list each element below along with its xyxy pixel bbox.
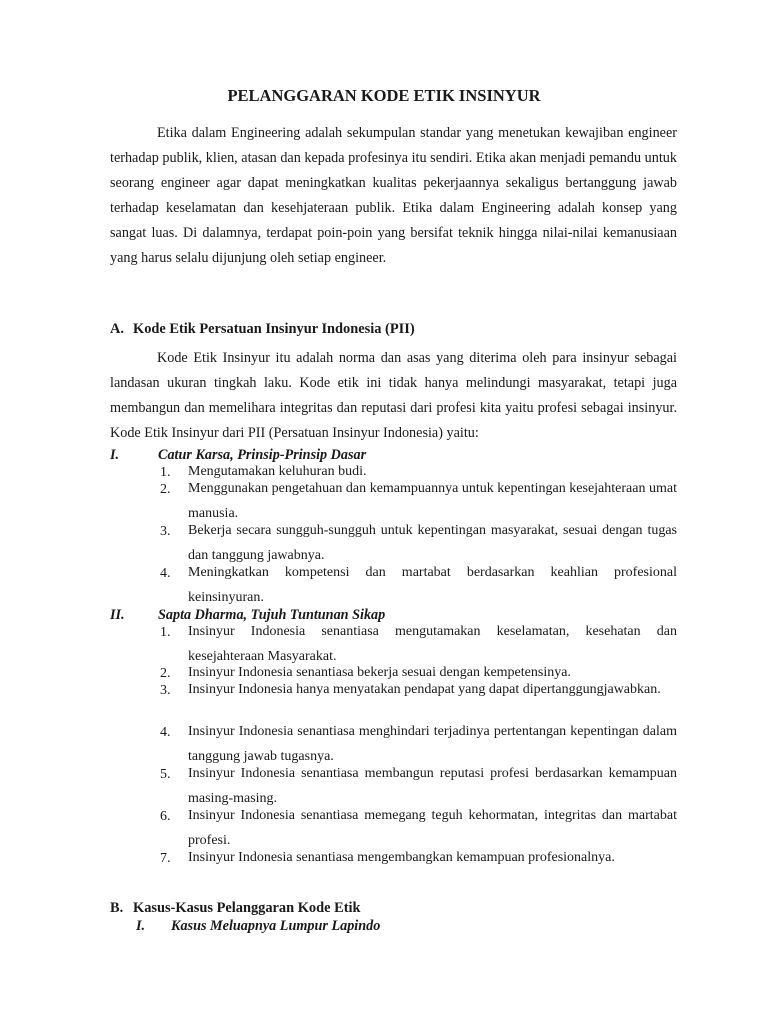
section-b-letter: B. xyxy=(110,900,124,916)
list-item-text: Bekerja secara sungguh-sungguh untuk kepentingan masyarakat, sesuai dengan tugas dan tanggung jawabnya. xyxy=(188,523,677,563)
list-item-number: 2. xyxy=(160,666,171,681)
list-item-text: Insinyur Indonesia hanya menyatakan pendapat yang dapat dipertanggungjawabkan. xyxy=(188,682,661,697)
list-item-text: Mengutamakan keluhuran budi. xyxy=(188,464,367,479)
list-item-number: 4. xyxy=(160,725,171,740)
list-item-number: 5. xyxy=(160,767,171,782)
subsection-title: Catur Karsa, Prinsip-Prinsip Dasar xyxy=(158,447,367,463)
subsection-lumpur-lapindo-heading xyxy=(136,918,380,935)
subsection-number: I. xyxy=(110,447,120,463)
subsection-title: Sapta Dharma, Tujuh Tuntunan Sikap xyxy=(158,607,386,623)
list-item-text: Meningkatkan kompetensi dan martabat berdasarkan keahlian profesional keinsinyuran. xyxy=(188,565,677,605)
section-b-heading xyxy=(110,900,361,917)
list-item-number: 1. xyxy=(160,465,171,480)
document-title: PELANGGARAN KODE ETIK INSINYUR xyxy=(227,86,541,105)
list-item-text: Menggunakan pengetahuan dan kemampuannya untuk kepentingan kesejahteraan umat manusia. xyxy=(188,481,677,521)
section-a-heading xyxy=(110,321,415,338)
list-item-text: Insinyur Indonesia senantiasa mengembangkan kemampuan profesionalnya. xyxy=(188,850,615,865)
list-item-number: 4. xyxy=(160,566,171,581)
subsection-number: II. xyxy=(110,607,125,623)
section-b-title: Kasus-Kasus Pelanggaran Kode Etik xyxy=(133,900,361,916)
list-item-number: 1. xyxy=(160,625,171,640)
list-item-text: Insinyur Indonesia senantiasa bekerja sesuai dengan kempetensinya. xyxy=(188,665,571,680)
section-a-title: Kode Etik Persatuan Insinyur Indonesia (PII) xyxy=(133,321,415,337)
list-item-number: 6. xyxy=(160,809,171,824)
list-item-text: Insinyur Indonesia senantiasa menghindari terjadinya pertentangan kepentingan dalam tanggung jawab tugasnya. xyxy=(188,724,677,764)
list-item-number: 3. xyxy=(160,683,171,698)
list-item-number: 7. xyxy=(160,851,171,866)
subsection-title: Kasus Meluapnya Lumpur Lapindo xyxy=(171,918,381,934)
subsection-number: I. xyxy=(136,918,146,934)
list-item-text: Insinyur Indonesia senantiasa membangun reputasi profesi berdasarkan kemampuan masing-masing. xyxy=(188,766,677,806)
list-item-number: 2. xyxy=(160,482,171,497)
list-item-text: Insinyur Indonesia senantiasa mengutamakan keselamatan, kesehatan dan kesejahteraan Masyarakat. xyxy=(188,624,677,664)
intro-paragraph: Etika dalam Engineering adalah sekumpulan standar yang menetukan kewajiban engineer terhadap publik, klien, atasan dan kepada profesinya itu sendiri. Etika akan menjadi pemandu untuk seorang engineer agar dapat meningkatkan kualitas pekerjaannya sekaligus bertanggung jawab terhadap keselamatan dan kesehjateraan publik. Etika dalam Engineering adalah konsep yang sangat luas. Di dalamnya, terdapat poin-poin yang bersifat teknik hingga nilai-nilai kemanusiaan yang harus selalu dijunjung oleh setiap engineer. xyxy=(110,125,677,266)
section-a-letter: A. xyxy=(110,321,124,337)
section-a-paragraph: Kode Etik Insinyur itu adalah norma dan asas yang diterima oleh para insinyur sebagai landasan ukuran tingkah laku. Kode etik ini tidak hanya melindungi masyarakat, tetapi juga membangun dan memelihara integritas dan reputasi dari profesi kita yaitu profesi sebagai insinyur. Kode Etik Insinyur dari PII (Persatuan Insinyur Indonesia) yaitu: xyxy=(110,350,677,441)
list-item-number: 3. xyxy=(160,524,171,539)
list-item-text: Insinyur Indonesia senantiasa memegang teguh kehormatan, integritas dan martabat profesi. xyxy=(188,808,677,848)
